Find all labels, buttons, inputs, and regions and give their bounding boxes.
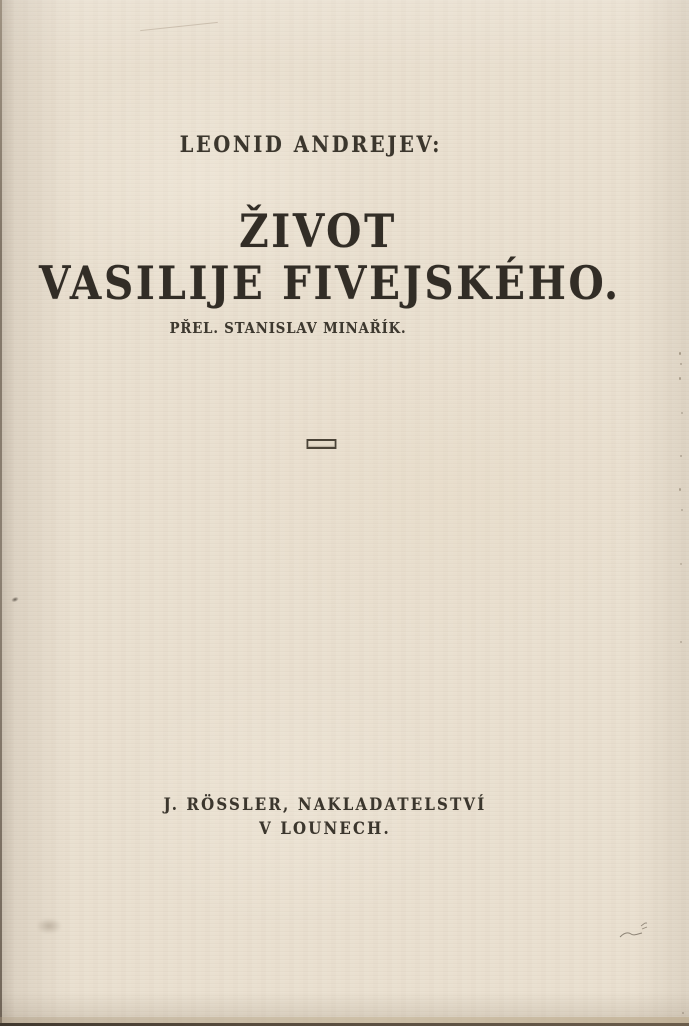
paper-speck [679,488,681,491]
paper-speck [679,377,681,380]
paper-speck [680,363,682,365]
paper-smudge [36,918,62,934]
publisher-line-2: V LOUNECH. [259,819,391,839]
paper-speck [681,412,683,414]
paper-speck [680,641,682,643]
paper-speck [680,563,682,565]
translator-line: PŘEL. STANISLAV MINAŘÍK. [169,319,407,337]
paper-speck [680,455,682,457]
paper-speck [682,1012,684,1014]
publisher-line-1: J. RÖSSLER, NAKLADATELSTVÍ [163,795,487,815]
title-page-content [39,0,621,1026]
book-title-line-2: VASILIJE FIVEJSKÉHO. [39,256,621,310]
ornament-row [39,439,611,458]
horizontal-bar-ornament-icon [307,439,337,449]
paper-speck [681,509,683,511]
paper-speck [679,352,681,355]
book-title-line-1: ŽIVOT [239,204,397,258]
ink-fleck [10,596,19,604]
page-gutter-edge [0,0,2,1026]
pencil-scribble-mark [616,918,652,946]
author-line: LEONID ANDREJEV: [179,132,443,158]
